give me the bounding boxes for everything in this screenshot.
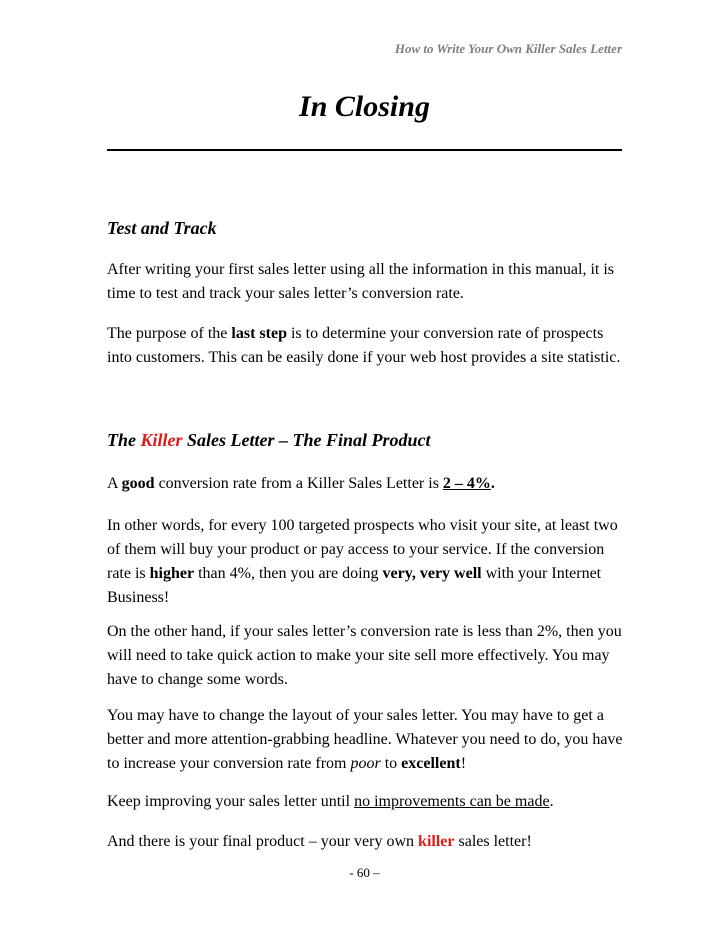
- underlined-text: no improvements can be made: [354, 793, 550, 810]
- text-run: .: [549, 793, 554, 810]
- heading-text: The: [107, 430, 141, 450]
- text-run: with your Internet Business!: [107, 565, 602, 606]
- section-heading-final-product: [107, 429, 622, 451]
- paragraph-final-product: [107, 830, 627, 854]
- text-run: A: [107, 475, 122, 492]
- paragraph-in-other-words: [107, 514, 627, 610]
- bold-text: excellent: [401, 755, 461, 772]
- text-run: .: [490, 475, 495, 492]
- text-run: than 4%, then you are doing: [194, 565, 383, 582]
- text-run: Keep improving your sales letter until: [107, 793, 355, 810]
- bold-text: good: [121, 475, 155, 492]
- running-header: How to Write Your Own Killer Sales Letter: [394, 41, 622, 56]
- bold-text: very, very well: [382, 565, 482, 582]
- paragraph-keep-improving: [107, 790, 627, 814]
- conversion-rate-value: 2 – 4%: [442, 475, 491, 492]
- accent-bold-text: killer: [418, 833, 455, 850]
- title-divider: [107, 149, 622, 151]
- bold-text: higher: [149, 565, 195, 582]
- text-run: !: [460, 755, 467, 772]
- text-run: sales letter!: [454, 833, 532, 850]
- paragraph-purpose: [107, 322, 627, 370]
- text-run: You may have to change the layout of your sales letter. You may have to get a better and more attention-grabbing headline. Whatever you need to do, you have to increase your conversion rate from: [107, 707, 623, 772]
- text-run: is to determine your conversion rate of prospects into customers. This can be easily done if your web host provides a site statistic.: [107, 325, 621, 366]
- text-run: And there is your final product – your very own: [107, 833, 419, 850]
- bold-text: last step: [231, 325, 287, 342]
- heading-text: Sales Letter – The Final Product: [182, 430, 431, 450]
- paragraph-intro: After writing your first sales letter using all the information in this manual, it is time to test and track your sales letter’s conversion rate.: [107, 261, 615, 302]
- paragraph-other-hand: On the other hand, if your sales letter’s conversion rate is less than 2%, then you will need to take quick action to make your site sell more effectively. You may have to change some words.: [107, 623, 622, 688]
- text-run: conversion rate from a Killer Sales Letter is: [154, 475, 443, 492]
- italic-text: poor: [350, 755, 381, 772]
- heading-accent-text: Killer: [140, 430, 183, 450]
- text-run: to: [380, 755, 402, 772]
- chapter-title: In Closing: [299, 90, 430, 123]
- page-number: - 60 –: [349, 865, 380, 880]
- paragraph-change-layout: [107, 704, 627, 776]
- paragraph-good-rate: [107, 472, 627, 496]
- section-heading-test-and-track: Test and Track: [107, 218, 217, 238]
- text-run: In other words, for every 100 targeted prospects who visit your site, at least two of them will buy your product or pay access to your service. If the conversion rate is: [107, 517, 618, 582]
- text-run: The purpose of the: [107, 325, 232, 342]
